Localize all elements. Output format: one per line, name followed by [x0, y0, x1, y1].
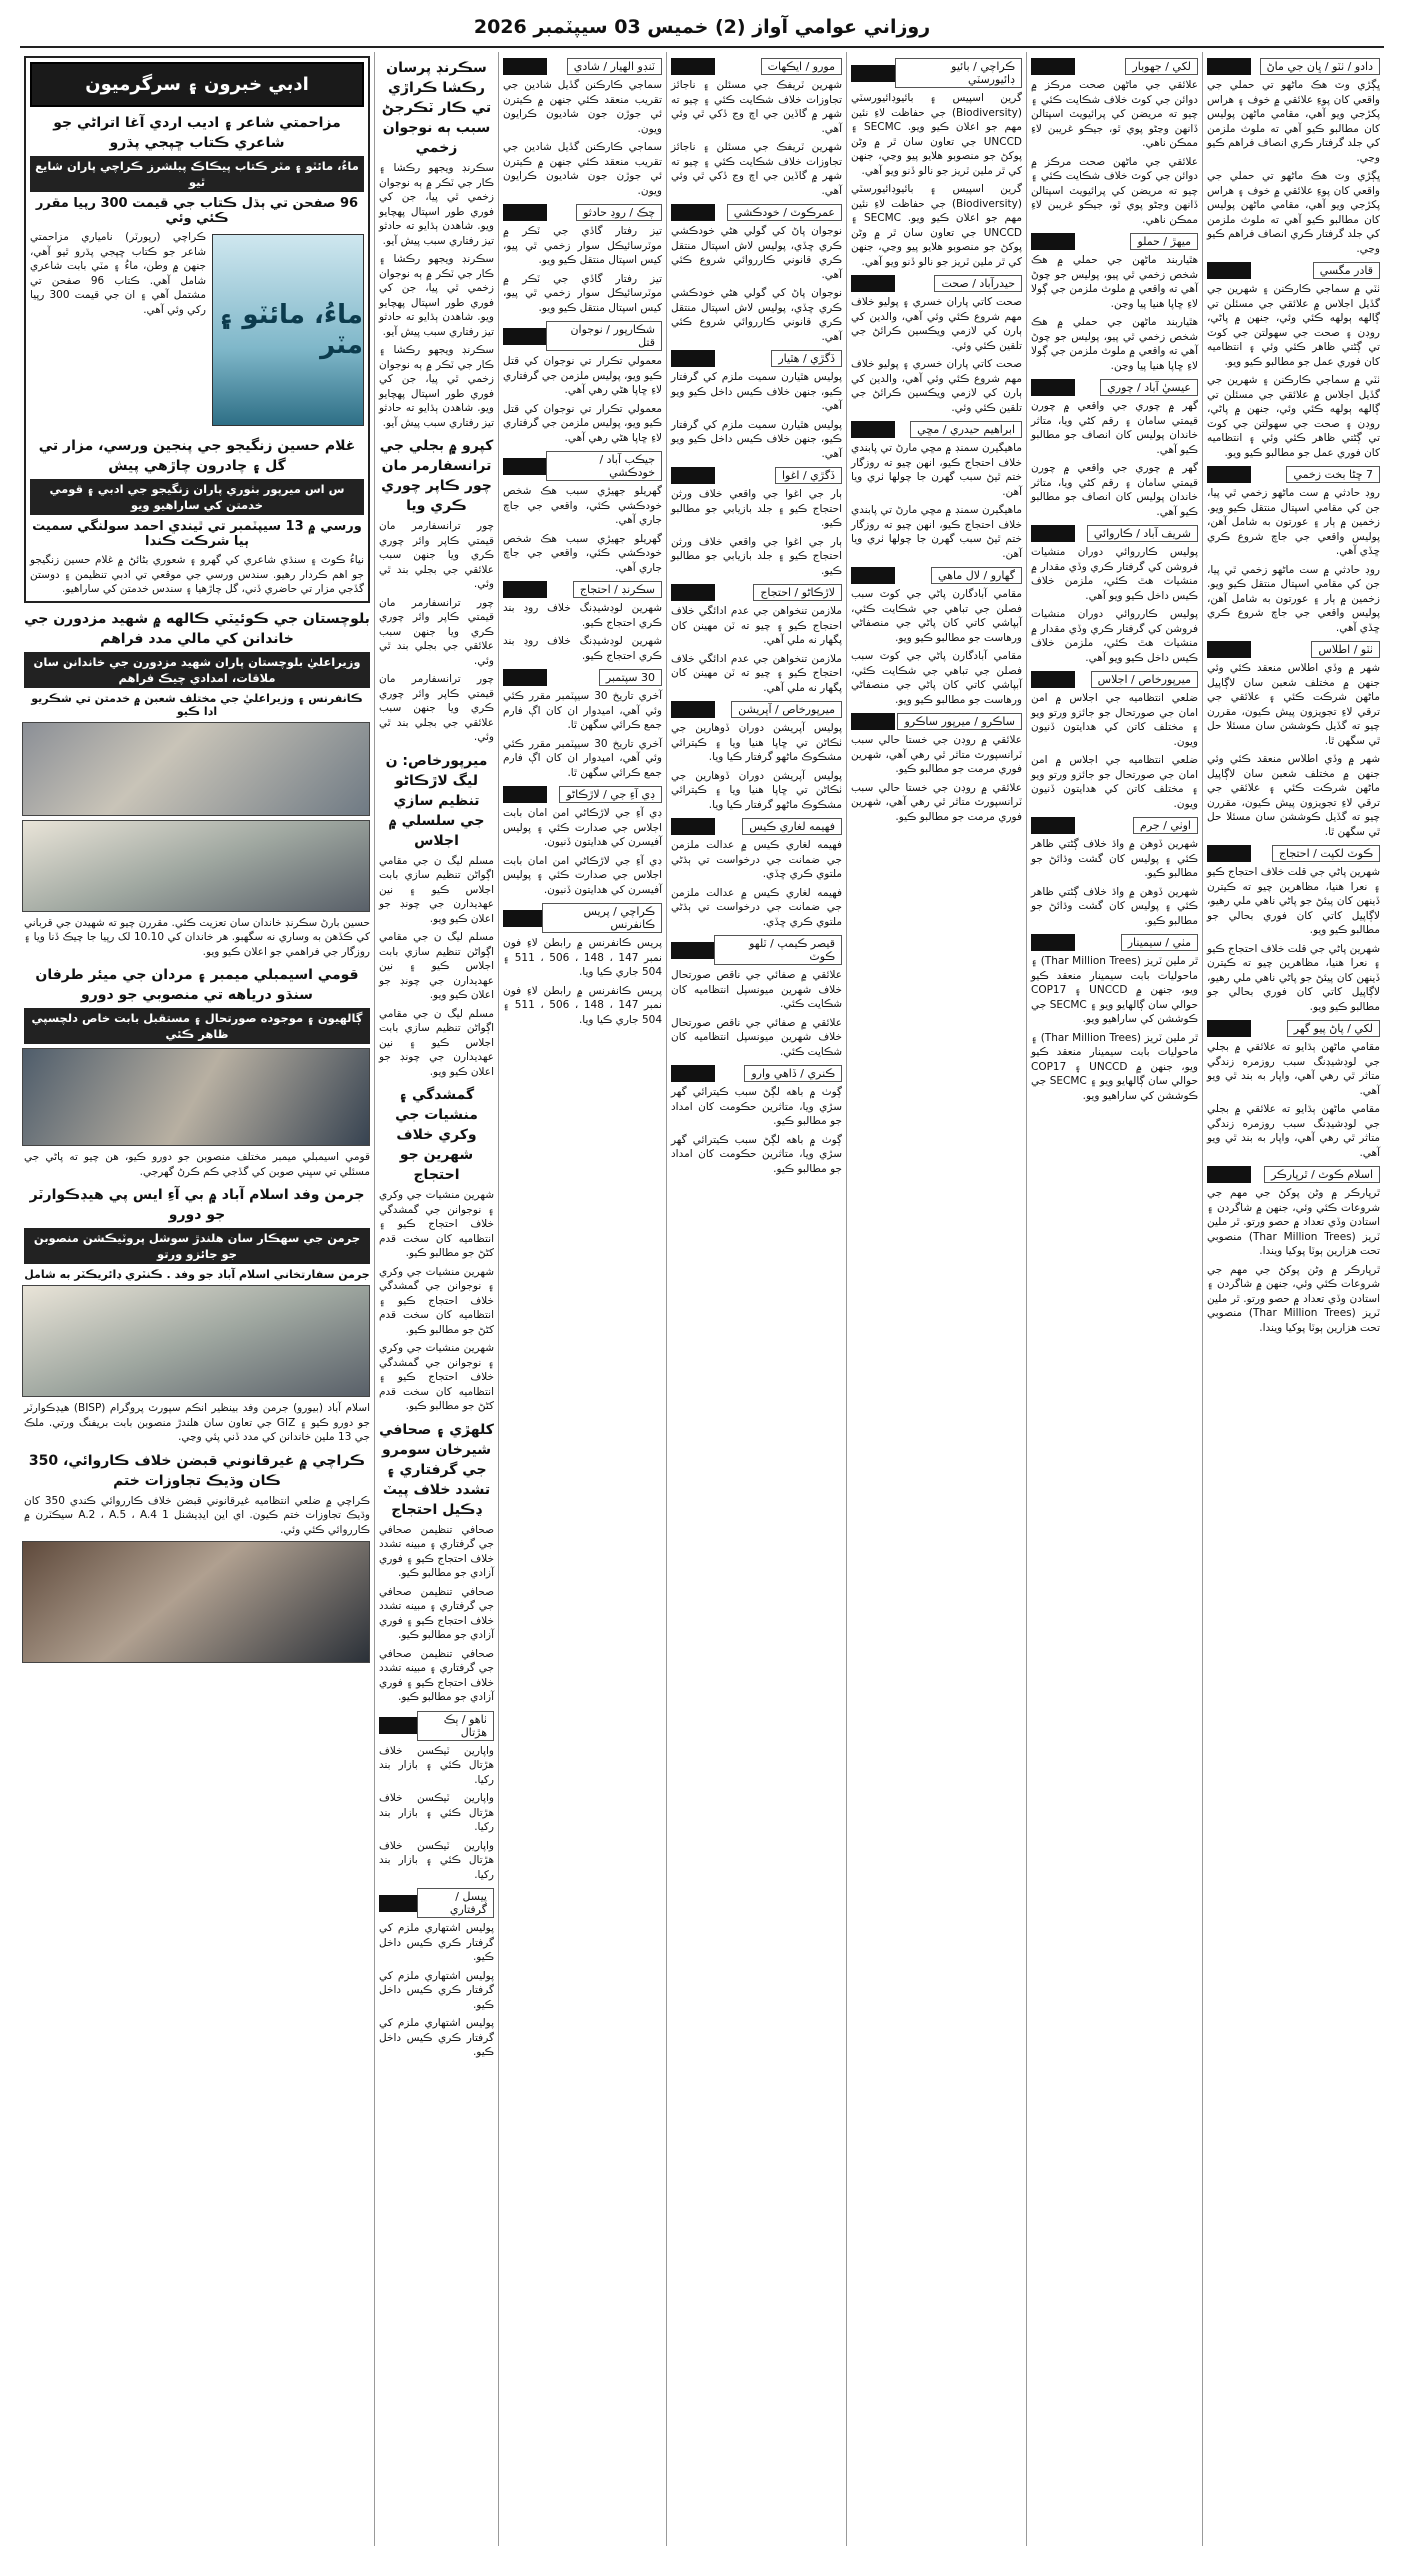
- article-header: [1207, 262, 1380, 279]
- article-dateline: قادر مگسي: [1313, 262, 1380, 279]
- article-header: [851, 567, 1022, 584]
- mna-headline: قومي اسيمبلي ميمبر ۽ مردان جي ميئر طرفان سنڌو درياهه تي منصوبي جو دورو: [35, 967, 359, 1003]
- article-paragraph: تيز رفتار گاڏي جي ٽڪر ۾ موٽرسائيڪل سوار زخمي ٿي پيو، کيس اسپتال منتقل ڪيو ويو.: [503, 225, 662, 266]
- article-dateline: ڊي آءِ جي / لاڙڪاڻو: [559, 786, 662, 803]
- reporter-name-block: [1031, 233, 1075, 250]
- article-header: [1031, 671, 1198, 688]
- article-paragraph: صحافي تنظيمن صحافي جي گرفتاري ۽ مبينه تشدد خلاف احتجاج ڪيو ۽ فوري آزادي جو مطالبو ڪيو.: [379, 1647, 494, 1703]
- column-4: [666, 52, 846, 2546]
- article-paragraph: روڊ حادثي ۾ ست ماڻهو زخمي ٿي پيا، جن کي مقامي اسپتال منتقل ڪيو ويو. زخمين ۾ ٻار ۽ عورتون به شامل آهن، پوليس واقعي جي جاچ شروع ڪري ڇڏي آهي.: [1207, 487, 1380, 557]
- article-paragraph: ڳوٺ ۾ باهه لڳڻ سبب ڪيترائي گهر سڙي ويا، متاثرين حڪومت کان امداد جو مطالبو ڪيو.: [671, 1086, 842, 1127]
- reporter-name-block: [671, 350, 715, 367]
- article-paragraph: گهر ۾ چوري جي واقعي ۾ چورن قيمتي سامان ۽ رقم کڻي ويا، متاثر خاندان پوليس کان انصاف جو مطالبو ڪيو آهي.: [1031, 462, 1198, 518]
- reporter-name-block: [851, 567, 895, 584]
- article-paragraph: شهرين منشيات جي وکري ۽ نوجوانن جي گمشدگي خلاف احتجاج ڪيو ۽ انتظاميه کان سخت قدم کڻڻ جو مطالبو ڪيو.: [379, 1189, 494, 1259]
- article-paragraph: نوجوان پاڻ کي گولي هڻي خودڪشي ڪري ڇڏي، پوليس لاش اسپتال منتقل ڪري قانوني ڪارروائي شروع ڪئي آهي.: [671, 287, 842, 343]
- article-paragraph: پوليس آپريشن دوران ڏوهارين جي ٺڪاڻن تي ڇاپا هنيا ويا ۽ ڪيترائي مشڪوڪ ماڻهو گرفتار ڪيا ويا.: [671, 722, 842, 763]
- article-header: [851, 421, 1022, 438]
- article-dateline: حيدرآباد / صحت: [934, 275, 1022, 292]
- article-paragraph: شهرين پاڻي جي قلت خلاف احتجاج ڪيو ۽ نعرا هنيا، مظاهرين چيو ته ڪيترن ڏينهن کان پيئڻ جو پاڻي ناهي ملي رهيو، لاڳاپيل کاتي کان فوري بحالي جو مطالبو ڪيو ويو.: [1207, 866, 1380, 936]
- article-paragraph: پوليس اشتهاري ملزم کي گرفتار ڪري ڪيس داخل ڪيو.: [379, 1922, 494, 1963]
- anniversary-subhead-2: ورسي ۾ 13 سيپٽمبر تي ٿيندي احمد سولنگي سميت ٻيا شرڪت ڪندا: [32, 519, 362, 549]
- article-paragraph: علائقي ۾ صفائي جي ناقص صورتحال خلاف شهرين ميونسپل انتظاميه کان شڪايت ڪئي.: [671, 969, 842, 1010]
- article-paragraph: نوجوان پاڻ کي گولي هڻي خودڪشي ڪري ڇڏي، پوليس لاش اسپتال منتقل ڪري قانوني ڪارروائي شروع ڪئي آهي.: [671, 225, 842, 281]
- reporter-name-block: [503, 458, 546, 475]
- article-paragraph: ملازمن تنخواهن جي عدم ادائگي خلاف احتجاج ڪيو ۽ چيو ته ٽن مهينن کان پگهار نه ملي آهي.: [671, 652, 842, 694]
- literary-news-box: [24, 56, 370, 603]
- reporter-name-block: [1207, 1166, 1251, 1183]
- article-paragraph: مسلم ليگ ن جي مقامي اڳواڻن تنظيم سازي بابت اجلاس ڪيو ۽ نين عهديدارن جي چونڊ جو اعلان ڪيو ويو.: [379, 854, 494, 925]
- reporter-name-block: [1207, 58, 1251, 75]
- article-paragraph: پوليس ڪارروائي دوران منشيات فروشن کي گرفتار ڪري وڏي مقدار ۾ منشيات هٿ ڪئي، ملزمن خلاف ڪيس داخل ڪيو ويو آهي.: [1031, 546, 1198, 602]
- article-dateline: ڏگڙي / هٿيار: [771, 350, 842, 367]
- article-header: [379, 1888, 494, 1918]
- article-dateline: ٽنڊو الهيار / شادي: [567, 58, 662, 75]
- article-dateline: ڪراچي / پريس ڪانفرنس: [542, 903, 662, 933]
- article-paragraph: سڪرنڊ ويجهو رڪشا ۽ ڪار جي ٽڪر ۾ ٻه نوجوان زخمي ٿي پيا، جن کي فوري طور اسپتال پهچايو ويو. شاهدن ٻڌايو ته حادثو تيز رفتاري سبب پيش آيو.: [379, 344, 494, 429]
- article-paragraph: پريس ڪانفرنس ۾ رابطن لاءِ فون نمبر 147 ، 148 ، 506 ، 511 ۽ 504 جاري ڪيا ويا.: [503, 984, 662, 1026]
- reporter-name-block: [503, 328, 546, 345]
- article-paragraph: ٺٽي ۾ سماجي ڪارڪنن ۽ شهرين جي گڏيل اجلاس ۾ علائقي جي مسئلن تي ڳالهه ٻولهه ڪئي وئي، جنهن ۾ پاڻي، روڊن ۽ صحت جي سهولتن جي کوٽ تي ڳڻتي ظاهر ڪئي وئي ۽ انتظاميه کان فوري عمل جو مطالبو ڪيو ويو.: [1207, 283, 1380, 368]
- balochistan-subhead: وزيراعليٰ بلوچستان پاران شهيد مزدورن جي خاندانن سان ملاقات، امدادي چيڪ فراهم: [24, 652, 370, 688]
- article-dateline: شڪارپور / نوجوان قتل: [546, 321, 662, 351]
- article-paragraph: شهرين ڏوهن ۾ واڌ خلاف ڳڻتي ظاهر ڪئي ۽ پوليس کان گشت وڌائڻ جو مطالبو ڪيو.: [1031, 838, 1198, 879]
- article-paragraph: چور ترانسفارمر مان قيمتي ڪاپر وائر چوري ڪري ويا جنهن سبب علائقي جي بجلي بند ٿي وئي.: [379, 520, 494, 590]
- article-dateline: سڪرنڊ / احتجاج: [573, 581, 662, 598]
- reporter-name-block: [671, 942, 714, 959]
- article-paragraph: معمولي تڪرار تي نوجوان کي قتل ڪيو ويو، پوليس ملزمن جي گرفتاري لاءِ ڇاپا هڻي رهي آهي.: [503, 402, 662, 444]
- article-paragraph: سماجي ڪارڪنن گڏيل شادين جي تقريب منعقد ڪئي جنهن ۾ ڪيترن ئي جوڙن جون شاديون ڪرايون ويون.: [503, 79, 662, 135]
- column-6: [374, 52, 498, 2546]
- article-paragraph: سڪرنڊ ويجهو رڪشا ۽ ڪار جي ٽڪر ۾ ٻه نوجوان زخمي ٿي پيا، جن کي فوري طور اسپتال پهچايو ويو. شاهدن ٻڌايو ته حادثو تيز رفتاري سبب پيش آيو.: [379, 162, 494, 247]
- anniversary-subhead: س اس ميرپور بٺوري پاران زنگيجو جي ادبي ۽ قومي خدمتن کي ساراهيو ويو: [30, 479, 364, 515]
- article-paragraph: صحت کاتي پاران خسري ۽ پوليو خلاف مهم شروع ڪئي وئي آهي، والدين کي ٻارن کي لازمي ويڪسين ڪرائڻ جي تلقين ڪئي وئي.: [851, 358, 1022, 414]
- article-header: [503, 786, 662, 803]
- article-dateline: لکي / جهوبار: [1125, 58, 1198, 75]
- column-3: [846, 52, 1026, 2546]
- article-paragraph: واپارين ٽيڪسن خلاف هڙتال ڪئي ۽ بازار بند رکيا.: [379, 1839, 494, 1881]
- article-paragraph: ٿر ملين ٽريز (Thar Million Trees) ۽ ماحوليات بابت سيمينار منعقد ڪيو ويو، جنهن ۾ UNCCD ۽ COP17 حوالي سان ڳالهايو ويو ۽ SECMC جي ڪوششن کي ساراهيو ويو.: [1031, 1031, 1198, 1102]
- article-paragraph: پوليس اشتهاري ملزم کي گرفتار ڪري ڪيس داخل ڪيو.: [379, 2017, 494, 2058]
- article-header: [1031, 934, 1198, 951]
- article-paragraph: معمولي تڪرار تي نوجوان کي قتل ڪيو ويو، پوليس ملزمن جي گرفتاري لاءِ ڇاپا هڻي رهي آهي.: [503, 355, 662, 396]
- german-delegation-subhead: جرمن جي سهڪار سان هلندڙ سوشل پروٽيڪشن منصوبن جو جائزو ورتو: [24, 1228, 370, 1264]
- article-dateline: عيسيٰ آباد / چوري: [1100, 379, 1198, 396]
- article-paragraph: ملازمن تنخواهن جي عدم ادائگي خلاف احتجاج ڪيو ۽ چيو ته ٽن مهينن کان پگهار نه ملي آهي.: [671, 605, 842, 646]
- article-paragraph: گرين اسپيس ۽ بائيوڊائيورسٽي (Biodiversity) جي حفاظت لاءِ نئين مهم جو اعلان ڪيو ويو. SECMC ۽ UNCCD جي تعاون سان ٿر ۾ وڻن پوکڻ جو منصوبو هلايو پيو وڃي، جنهن کي ٿر ملين ٽريز جو نالو ڏنو ويو آهي.: [851, 183, 1022, 268]
- karachi-encroachment-headline: ڪراچي ۾ غيرقانوني قبضن خلاف ڪاروائي، 350 ڪان وڌيڪ تجاوزات ختم: [28, 1452, 366, 1489]
- article-dateline: 7 ڇڻا بخت زخمي: [1286, 466, 1380, 483]
- article-paragraph: پوليس آپريشن دوران ڏوهارين جي ٺڪاڻن تي ڇاپا هنيا ويا ۽ ڪيترائي مشڪوڪ ماڻهو گرفتار ڪيا ويا.: [671, 769, 842, 811]
- article-dateline: دادو / ٺٽو / ڀان جي ماڻ: [1260, 58, 1380, 75]
- article-header: [851, 58, 1022, 88]
- article-paragraph: ٿرپارڪر ۾ وڻن پوکڻ جي مهم جي شروعات ڪئي وئي، جنهن ۾ شاگردن ۽ استادن وڏي تعداد ۾ حصو ورتو. ٿر ملين ٽريز (Thar Million Trees) منصوبي تحت هزارين ٻوٽا پوکيا ويندا.: [1207, 1263, 1380, 1334]
- article-paragraph: ڊي آءِ جي لاڙڪاڻي امن امان بابت اجلاس جي صدارت ڪئي ۽ پوليس آفيسرن کي هدايتون ڏنيون.: [503, 807, 662, 848]
- reporter-name-block: [851, 713, 895, 730]
- article-dateline: پيسل / گرفتاري: [417, 1888, 494, 1918]
- article-paragraph: هٿياربند ماڻهن جي حملي ۾ هڪ شخص زخمي ٿي پيو، پوليس جو چوڻ آهي ته واقعي ۾ ملوث ملزمن جي ڳولا لاءِ ڇاپا هنيا پيا وڃن.: [1031, 254, 1198, 310]
- german-delegation-subhead-2: جرمن سفارتخاني اسلام آباد جو وفد . ڪنٽري ڊائريڪٽر به شامل: [24, 1268, 370, 1281]
- article-header: [1031, 525, 1198, 542]
- article-paragraph: چور ترانسفارمر مان قيمتي ڪاپر وائر چوري ڪري ويا جنهن سبب علائقي جي بجلي بند ٿي وئي.: [379, 596, 494, 667]
- article-dateline: لاڙڪاڻو / احتجاج: [753, 584, 842, 601]
- article-paragraph: ٻار جي اغوا جي واقعي خلاف ورثن احتجاج ڪيو ۽ جلد بازيابي جو مطالبو ڪيو.: [671, 488, 842, 529]
- article-paragraph: ماهيگيرن سمنڊ ۾ مڇي مارڻ تي پابندي خلاف احتجاج ڪيو، انهن چيو ته روزگار ختم ٿيڻ سبب گهرن جا چولها ٺري ويا آهن.: [851, 442, 1022, 498]
- reporter-name-block: [671, 584, 715, 601]
- article-header: [671, 58, 842, 75]
- article-dateline: مٺي / سيمينار: [1121, 934, 1198, 951]
- article-header: [503, 204, 662, 221]
- column-2: [1026, 52, 1202, 2546]
- article-paragraph: مسلم ليگ ن جي مقامي اڳواڻن تنظيم سازي بابت اجلاس ڪيو ۽ نين عهديدارن جي چونڊ جو اعلان ڪيو ويو.: [379, 931, 494, 1001]
- article-paragraph: ڳوٺ ۾ باهه لڳڻ سبب ڪيترائي گهر سڙي ويا، متاثرين حڪومت کان امداد جو مطالبو ڪيو.: [671, 1133, 842, 1175]
- article-header: [503, 321, 662, 351]
- article-header: [1031, 379, 1198, 396]
- article-paragraph: ماهيگيرن سمنڊ ۾ مڇي مارڻ تي پابندي خلاف احتجاج ڪيو، انهن چيو ته روزگار ختم ٿيڻ سبب گهرن جا چولها ٺري ويا آهن.: [851, 504, 1022, 560]
- masthead: روزاني عوامي آواز (2) خميس 03 سيپٽمبر 2026: [20, 16, 1384, 48]
- article-paragraph: ڀڳڙي وٽ هڪ ماڻهو تي حملي جي واقعي کان پوءِ علائقي ۾ خوف ۽ هراس پکڙجي ويو آهي، مقامي ماڻهن پوليس کان مطالبو ڪيو آهي ته ملوث ملزمن کي جلد گرفتار ڪري انصاف فراهم ڪيو وڃي.: [1207, 170, 1380, 255]
- book-cover-image: [212, 234, 364, 426]
- article-paragraph: صحافي تنظيمن صحافي جي گرفتاري ۽ مبينه تشدد خلاف احتجاج ڪيو ۽ فوري آزادي جو مطالبو ڪيو.: [379, 1585, 494, 1641]
- article-dateline: ميرپورخاص / اجلاس: [1091, 671, 1198, 688]
- article-paragraph: علائقي ۾ روڊن جي خستا حالي سبب ٽرانسپورٽ متاثر ٿي رهي آهي، شهرين فوري مرمت جو مطالبو ڪيو.: [851, 734, 1022, 775]
- article-header: [671, 350, 842, 367]
- article-paragraph: ڀڳڙي وٽ هڪ ماڻهو تي حملي جي واقعي کان پوءِ علائقي ۾ خوف ۽ هراس پکڙجي ويو آهي، مقامي ماڻهن پوليس کان مطالبو ڪيو آهي ته ملوث ملزمن کي جلد گرفتار ڪري انصاف فراهم ڪيو وڃي.: [1207, 79, 1380, 164]
- article-paragraph: واپارين ٽيڪسن خلاف هڙتال ڪئي ۽ بازار بند رکيا.: [379, 1744, 494, 1786]
- column-1: [1202, 52, 1384, 2546]
- column-5: [498, 52, 666, 2546]
- reporter-name-block: [379, 1895, 417, 1912]
- reporter-name-block: [1207, 641, 1251, 658]
- article-paragraph: آخري تاريخ 30 سيپٽمبر مقرر ڪئي وئي آهي، اميدوار ان کان اڳ فارم جمع ڪرائي سگهن ٿا.: [503, 737, 662, 779]
- article-headline: گمشدگي ۽ منشيات جي وکري خلاف شهرين جو احتجاج: [395, 1087, 478, 1183]
- article-dateline: قيصر ڪيمپ / ٽلهو ڪوٽ: [714, 935, 842, 965]
- reporter-name-block: [1207, 262, 1251, 279]
- article-header: [503, 669, 662, 686]
- article-dateline: ڪنري / ڏاهي وارو: [744, 1065, 842, 1082]
- balochistan-headline: بلوچستان جي ڪوئيٽي ڪالهه ۾ شهيد مزدورن جي خاندانن کي مالي مدد فراهم: [24, 610, 370, 647]
- article-headline: ميرپورخاص: ن ليگ لاڙڪاڻو تنظيم سازي جي سلسلي ۾ اجلاس: [385, 752, 488, 849]
- book-price: 96 صفحن تي ٻڌل ڪتاب جي قيمت 300 رپيا مقرر ڪئي وئي: [35, 196, 359, 226]
- article-paragraph: مقامي ماڻهن ٻڌايو ته علائقي ۾ بجلي جي لوڊشيڊنگ سبب روزمره زندگي متاثر ٿي رهي آهي، واپار به بند ٿي ويو آهي.: [1207, 1103, 1380, 1159]
- article-paragraph: صحت کاتي پاران خسري ۽ پوليو خلاف مهم شروع ڪئي وئي آهي، والدين کي ٻارن کي لازمي ويڪسين ڪرائڻ جي تلقين ڪئي وئي.: [851, 296, 1022, 352]
- article-header: [1207, 1166, 1380, 1183]
- article-paragraph: شهرين ٽريفڪ جي مسئلن ۽ ناجائز تجاوزات خلاف شڪايت ڪئي ۽ چيو ته شهر ۾ گاڏين جي اچ وڃ ڏکي ٿي وئي آهي.: [671, 141, 842, 197]
- reporter-name-block: [1031, 817, 1075, 834]
- reporter-name-block: [503, 786, 547, 803]
- article-paragraph: سڪرنڊ ويجهو رڪشا ۽ ڪار جي ٽڪر ۾ ٻه نوجوان زخمي ٿي پيا، جن کي فوري طور اسپتال پهچايو ويو. شاهدن ٻڌايو ته حادثو تيز رفتاري سبب پيش آيو.: [379, 253, 494, 338]
- book-article-text: ڪراچي (رپورٽر) نامياري مزاحمتي شاعر جو ڪتاب ڇپجي پڌرو ٿيو آهي، جنهن ۾ وطن، ماءُ ۽ مٽي بابت شاعري شامل آهي. ڪتاب 96 صفحن تي مشتمل آهي ۽ ان جي قيمت 300 رپيا رکي وئي آهي.: [30, 231, 206, 316]
- article-dateline: چڪ / روڊ حادثو: [576, 204, 662, 221]
- article-paragraph: واپارين ٽيڪسن خلاف هڙتال ڪئي ۽ بازار بند رکيا.: [379, 1792, 494, 1833]
- article-header: [851, 713, 1022, 730]
- article-paragraph: مقامي آبادگارن پاڻي جي کوٽ سبب فصلن جي تباهي جي شڪايت ڪئي، آبپاشي کاتي کان پاڻي جي منصفاڻي ورهاست جو مطالبو ڪيو ويو.: [851, 588, 1022, 644]
- reporter-name-block: [671, 58, 715, 75]
- article-paragraph: تيز رفتار گاڏي جي ٽڪر ۾ موٽرسائيڪل سوار زخمي ٿي پيو، کيس اسپتال منتقل ڪيو ويو.: [503, 272, 662, 314]
- article-paragraph: پوليس هٿيارن سميت ملزم کي گرفتار ڪيو، جنهن خلاف ڪيس داخل ڪيو ويو آهي.: [671, 371, 842, 412]
- column-feature: [20, 52, 374, 2546]
- article-header: [1207, 845, 1380, 862]
- article-paragraph: پوليس ڪارروائي دوران منشيات فروشن کي گرفتار ڪري وڏي مقدار ۾ منشيات هٿ ڪئي، ملزمن خلاف ڪيس داخل ڪيو ويو آهي.: [1031, 608, 1198, 664]
- reporter-name-block: [1031, 525, 1075, 542]
- reporter-name-block: [1031, 379, 1075, 396]
- article-dateline: ڏگڙي / اغوا: [775, 467, 842, 484]
- article-paragraph: سماجي ڪارڪنن گڏيل شادين جي تقريب منعقد ڪئي جنهن ۾ ڪيترن ئي جوڙن جون شاديون ڪرايون ويون.: [503, 141, 662, 197]
- article-paragraph: شهر ۾ وڏي اطلاس منعقد ڪئي وئي جنهن ۾ مختلف شعبن سان لاڳاپيل ماڻهن شرڪت ڪئي ۽ علائقي جي ترقي لاءِ تجويزون پيش ڪيون، مقررن چيو ته گڏيل ڪوششن سان مسئلا حل ٿي سگهن ٿا.: [1207, 662, 1380, 747]
- literary-banner: ادبي خبرون ۽ سرگرميون: [30, 62, 364, 107]
- article-paragraph: علائقي ۾ صفائي جي ناقص صورتحال خلاف شهرين ميونسپل انتظاميه کان شڪايت ڪئي.: [671, 1016, 842, 1058]
- article-paragraph: شهرين منشيات جي وکري ۽ نوجوانن جي گمشدگي خلاف احتجاج ڪيو ۽ انتظاميه کان سخت قدم کڻڻ جو مطالبو ڪيو.: [379, 1342, 494, 1412]
- balochistan-subhead-2: ڪانفرنس ۽ وزيراعليٰ جي مختلف شعبن ۾ خدمتن تي شڪريو ادا ڪيو: [31, 691, 363, 718]
- article-header: [671, 935, 842, 965]
- anniversary-headline: غلام حسين زنگيجو جي پنجين ورسي، مزار تي گل ۽ چادرون چاڙهي پيش: [38, 438, 356, 474]
- article-headline: سڪرنڊ پرسان رڪشا ڪراڙي تي ڪار ٽڪرجڻ سبب ٻه نوجوان زخمي: [381, 60, 492, 156]
- article-paragraph: گهريلو جهيڙي سبب هڪ شخص خودڪشي ڪئي، واقعي جي جاچ جاري آهي.: [503, 532, 662, 574]
- article-paragraph: پوليس اشتهاري ملزم کي گرفتار ڪري ڪيس داخل ڪيو.: [379, 1969, 494, 2011]
- article-paragraph: گرين اسپيس ۽ بائيوڊائيورسٽي (Biodiversity) جي حفاظت لاءِ نئين مهم جو اعلان ڪيو ويو. SECMC ۽ UNCCD جي تعاون سان ٿر ۾ وڻن پوکڻ جو منصوبو هلايو پيو وڃي، جنهن کي ٿر ملين ٽريز جو نالو ڏنو ويو آهي.: [851, 92, 1022, 177]
- article-paragraph: ٿر ملين ٽريز (Thar Million Trees) ۽ ماحوليات بابت سيمينار منعقد ڪيو ويو، جنهن ۾ UNCCD ۽ COP17 حوالي سان ڳالهايو ويو ۽ SECMC جي ڪوششن کي ساراهيو ويو.: [1031, 955, 1198, 1025]
- article-dateline: اوٺي / جرم: [1133, 817, 1198, 834]
- karachi-encroachment-photo: [22, 1541, 370, 1663]
- article-dateline: 30 سپتمبر: [599, 669, 662, 686]
- german-delegation-photo: [22, 1285, 370, 1397]
- article-paragraph: ٿرپارڪر ۾ وڻن پوکڻ جي مهم جي شروعات ڪئي وئي، جنهن ۾ شاگردن ۽ استادن وڏي تعداد ۾ حصو ورتو. ٿر ملين ٽريز (Thar Million Trees) منصوبي تحت هزارين ٻوٽا پوکيا ويندا.: [1207, 1187, 1380, 1257]
- reporter-name-block: [671, 204, 715, 221]
- article-header: [671, 584, 842, 601]
- article-paragraph: شهرين ٽريفڪ جي مسئلن ۽ ناجائز تجاوزات خلاف شڪايت ڪئي ۽ چيو ته شهر ۾ گاڏين جي اچ وڃ ڏکي ٿي وئي آهي.: [671, 79, 842, 135]
- article-header: [851, 275, 1022, 292]
- balochistan-text: حسين بارڻ سڪرنڊ خاندان سان تعزيت ڪئي. مقررن چيو ته شهيدن جي قرباني کي ڪڏهن به وساري نه سگهبو. هر خاندان کي 10.10 لک رپيا جا چيڪ ڏنا ويا ۽ روزگار جي فراهمي جو اعلان ڪيو ويو.: [24, 916, 370, 958]
- newspaper-page: [20, 52, 1384, 2546]
- article-header: [671, 701, 842, 718]
- reporter-name-block: [851, 275, 895, 292]
- mna-photo: [22, 1048, 370, 1146]
- article-paragraph: هٿياربند ماڻهن جي حملي ۾ هڪ شخص زخمي ٿي پيو، پوليس جو چوڻ آهي ته واقعي ۾ ملوث ملزمن جي ڳولا لاءِ ڇاپا هنيا پيا وڃن.: [1031, 316, 1198, 372]
- article-paragraph: پريس ڪانفرنس ۾ رابطن لاءِ فون نمبر 147 ، 148 ، 506 ، 511 ۽ 504 جاري ڪيا ويا.: [503, 937, 662, 978]
- article-paragraph: علائقي جي ماڻهن صحت مرڪز ۾ دوائن جي کوٽ خلاف شڪايت ڪئي ۽ چيو ته مريضن کي پرائيويٽ اسپتالن ڏانهن وڃڻو پوي ٿو، جيڪو غريبن لاءِ ممڪن ناهي.: [1031, 155, 1198, 226]
- article-paragraph: روڊ حادثي ۾ ست ماڻهو زخمي ٿي پيا، جن کي مقامي اسپتال منتقل ڪيو ويو. زخمين ۾ ٻار ۽ عورتون به شامل آهن، پوليس واقعي جي جاچ شروع ڪري ڇڏي آهي.: [1207, 563, 1380, 634]
- reporter-name-block: [503, 581, 547, 598]
- article-header: [1207, 466, 1380, 483]
- anniversary-text: نياءُ ڪوٽ ۽ سنڌي شاعري کي گهرو ۽ شعوري بڻائڻ ۾ غلام حسين زنگيجو جو اهم ڪردار رهيو. سندس ورسي جي موقعي تي ادبي تنظيمن ۽ دوستن گڏجي مزار تي حاضري ڏني، گل چاڙهيا ۽ سندس خدمتن کي ساراهيو.: [30, 554, 364, 595]
- article-header: [503, 58, 662, 75]
- article-header: [671, 818, 842, 835]
- article-header: [1207, 1020, 1380, 1037]
- article-paragraph: صحافي تنظيمن صحافي جي گرفتاري ۽ مبينه تشدد خلاف احتجاج ڪيو ۽ فوري آزادي جو مطالبو ڪيو.: [379, 1523, 494, 1579]
- article-dateline: ٺٽو / اطلاس: [1311, 641, 1380, 658]
- article-header: [503, 581, 662, 598]
- reporter-name-block: [671, 701, 715, 718]
- reporter-name-block: [1207, 1020, 1251, 1037]
- article-paragraph: علائقي جي ماڻهن صحت مرڪز ۾ دوائن جي کوٽ خلاف شڪايت ڪئي ۽ چيو ته مريضن کي پرائيويٽ اسپتالن ڏانهن وڃڻو پوي ٿو، جيڪو غريبن لاءِ ممڪن ناهي.: [1031, 79, 1198, 149]
- article-headline: کپرو ۾ بجلي جي ترانسفارمر مان چور ڪاپر چوري ڪري ويا: [379, 438, 494, 514]
- article-header: [1031, 58, 1198, 75]
- reporter-name-block: [671, 818, 715, 835]
- article-paragraph: شهرين ڏوهن ۾ واڌ خلاف ڳڻتي ظاهر ڪئي ۽ پوليس کان گشت وڌائڻ جو مطالبو ڪيو.: [1031, 885, 1198, 927]
- article-paragraph: ضلعي انتظاميه جي اجلاس ۾ امن امان جي صورتحال جو جائزو ورتو ويو ۽ مختلف کاتن کي هدايتون ڏنيون ويون.: [1031, 754, 1198, 810]
- article-header: [1207, 58, 1380, 75]
- article-dateline: ساڪرو / ميرپور ساڪرو: [897, 713, 1022, 730]
- karachi-encroachment-text: ڪراچي ۾ ضلعي انتظاميه غيرقانوني قبضن خلاف ڪارروائي ڪندي 350 کان وڌيڪ تجاوزات ختم ڪيون. اي اين ايڊيشنل 1 A.2 ، A.5 ، A.4 سيڪٽرن ۾ ڪارروائي ڪئي وئي.: [24, 1494, 370, 1536]
- article-header: [1031, 817, 1198, 834]
- reporter-name-block: [1031, 934, 1075, 951]
- article-header: [503, 451, 662, 481]
- book-headline: مزاحمتي شاعر ۽ اديب اردي آغا اتراڻي جو شاعري ڪتاب ڇپجي پڌرو: [53, 115, 341, 151]
- article-dateline: لکي / پاڻ پيو گهر: [1287, 1020, 1380, 1037]
- article-paragraph: آخري تاريخ 30 سيپٽمبر مقرر ڪئي وئي آهي، اميدوار ان کان اڳ فارم جمع ڪرائي سگهن ٿا.: [503, 690, 662, 731]
- reporter-name-block: [503, 910, 542, 927]
- article-dateline: ڪراچي / بائيو ڊائيورسٽي: [895, 58, 1022, 88]
- article-paragraph: ضلعي انتظاميه جي اجلاس ۾ امن امان جي صورتحال جو جائزو ورتو ويو ۽ مختلف کاتن کي هدايتون ڏنيون ويون.: [1031, 692, 1198, 748]
- book-cover-title: ماءُ، مائٽو ۽ مٽر: [218, 300, 363, 360]
- article-header: [671, 1065, 842, 1082]
- reporter-name-block: [379, 1717, 417, 1734]
- reporter-name-block: [671, 467, 715, 484]
- reporter-name-block: [503, 204, 547, 221]
- article-header: [1031, 233, 1198, 250]
- reporter-name-block: [1031, 671, 1075, 688]
- reporter-name-block: [503, 58, 547, 75]
- article-dateline: ڪوٽ لکپت / احتجاج: [1272, 845, 1380, 862]
- article-header: [503, 903, 662, 933]
- article-dateline: جيڪب آباد / خودڪشي: [546, 451, 662, 481]
- article-paragraph: ٺٽي ۾ سماجي ڪارڪنن ۽ شهرين جي گڏيل اجلاس ۾ علائقي جي مسئلن تي ڳالهه ٻولهه ڪئي وئي، جنهن ۾ پاڻي، روڊن ۽ صحت جي سهولتن جي کوٽ تي ڳڻتي ظاهر ڪئي وئي ۽ انتظاميه کان فوري عمل جو مطالبو ڪيو ويو.: [1207, 374, 1380, 459]
- article-dateline: ميهڙ / حملو: [1130, 233, 1198, 250]
- article-header: [379, 1711, 494, 1741]
- reporter-name-block: [1207, 845, 1251, 862]
- article-paragraph: فهيمه لغاري ڪيس ۾ عدالت ملزمن جي ضمانت جي درخواست تي ٻڌڻي ملتوي ڪري ڇڏي.: [671, 886, 842, 928]
- balochistan-photo-2: [22, 820, 370, 912]
- balochistan-photo-1: [22, 722, 370, 816]
- article-paragraph: گهر ۾ چوري جي واقعي ۾ چورن قيمتي سامان ۽ رقم کڻي ويا، متاثر خاندان پوليس کان انصاف جو مطالبو ڪيو آهي.: [1031, 400, 1198, 456]
- article-paragraph: شهرين لوڊشيڊنگ خلاف روڊ بند ڪري احتجاج ڪيو.: [503, 635, 662, 662]
- article-dateline: مورو / ايڪهات: [761, 58, 842, 75]
- reporter-name-block: [1031, 58, 1075, 75]
- reporter-name-block: [671, 1065, 715, 1082]
- german-delegation-text: اسلام آباد (بيورو) جرمن وفد بينظير انڪم سپورٽ پروگرام (BISP) هيڊڪوارٽر جو دورو ڪيو ۽ GIZ جي تعاون سان هلندڙ منصوبن بابت بريفنگ ورتي. ملڪ جي 13 ملين خاندانن کي مدد ڏني پئي وڃي.: [24, 1402, 371, 1443]
- article-paragraph: ٻار جي اغوا جي واقعي خلاف ورثن احتجاج ڪيو ۽ جلد بازيابي جو مطالبو ڪيو.: [671, 535, 842, 577]
- article-paragraph: مسلم ليگ ن جي مقامي اڳواڻن تنظيم سازي بابت اجلاس ڪيو ۽ نين عهديدارن جي چونڊ جو اعلان ڪيو ويو.: [379, 1007, 494, 1078]
- reporter-name-block: [1207, 466, 1251, 483]
- article-paragraph: فهيمه لغاري ڪيس ۾ عدالت ملزمن جي ضمانت جي درخواست تي ٻڌڻي ملتوي ڪري ڇڏي.: [671, 839, 842, 880]
- mna-subhead: ڳالهيون ۽ موجوده صورتحال ۽ مستقبل بابت خاص دلچسپي ظاهر ڪئي: [24, 1008, 370, 1044]
- article-header: [1207, 641, 1380, 658]
- article-header: [671, 204, 842, 221]
- article-dateline: ابراهيم حيدري / مڇي: [910, 421, 1022, 438]
- reporter-name-block: [503, 669, 547, 686]
- article-paragraph: علائقي ۾ روڊن جي خستا حالي سبب ٽرانسپورٽ متاثر ٿي رهي آهي، شهرين فوري مرمت جو مطالبو ڪيو.: [851, 781, 1022, 823]
- article-dateline: اسلام ڪوٽ / ٿرپارڪر: [1264, 1166, 1380, 1183]
- article-dateline: شريف آباد / ڪاروائي: [1087, 525, 1198, 542]
- article-dateline: ميرپورخاص / آپريشن: [731, 701, 842, 718]
- reporter-name-block: [851, 421, 895, 438]
- book-quote: ماءُ، مائٽو ۽ مٽر ڪتاب پيڪاڪ پبلشرز ڪراچي پاران شايع ٿيو: [30, 156, 364, 192]
- german-delegation-headline: جرمن وفد اسلام آباد ۾ بي آءِ ايس پي هيڊڪوارٽر جو دورو: [29, 1187, 365, 1223]
- article-dateline: ٺاهو / ٻڪ هڙتال: [417, 1711, 494, 1741]
- article-paragraph: مقامي آبادگارن پاڻي جي کوٽ سبب فصلن جي تباهي جي شڪايت ڪئي، آبپاشي کاتي کان پاڻي جي منصفاڻي ورهاست جو مطالبو ڪيو ويو.: [851, 650, 1022, 706]
- article-header: [671, 467, 842, 484]
- article-paragraph: پوليس هٿيارن سميت ملزم کي گرفتار ڪيو، جنهن خلاف ڪيس داخل ڪيو ويو آهي.: [671, 418, 842, 460]
- article-paragraph: گهريلو جهيڙي سبب هڪ شخص خودڪشي ڪئي، واقعي جي جاچ جاري آهي.: [503, 485, 662, 526]
- article-dateline: عمرڪوٽ / خودڪشي: [727, 204, 842, 221]
- article-paragraph: شهرين منشيات جي وکري ۽ نوجوانن جي گمشدگي خلاف احتجاج ڪيو ۽ انتظاميه کان سخت قدم کڻڻ جو مطالبو ڪيو.: [379, 1265, 494, 1336]
- article-paragraph: مقامي ماڻهن ٻڌايو ته علائقي ۾ بجلي جي لوڊشيڊنگ سبب روزمره زندگي متاثر ٿي رهي آهي، واپار به بند ٿي ويو آهي.: [1207, 1041, 1380, 1097]
- reporter-name-block: [851, 65, 895, 82]
- article-dateline: گهارو / لال ماهي: [931, 567, 1022, 584]
- article-paragraph: شهرين لوڊشيڊنگ خلاف روڊ بند ڪري احتجاج ڪيو.: [503, 602, 662, 629]
- article-paragraph: شهرين پاڻي جي قلت خلاف احتجاج ڪيو ۽ نعرا هنيا، مظاهرين چيو ته ڪيترن ڏينهن کان پيئڻ جو پاڻي ناهي ملي رهيو، لاڳاپيل کاتي کان فوري بحالي جو مطالبو ڪيو ويو.: [1207, 942, 1380, 1013]
- article-headline: کلهڙي ۽ صحافي شيرخان سومرو جي گرفتاري ۽ تشدد خلاف پيٽ ڍڪيل احتجاج: [379, 1421, 494, 1518]
- article-dateline: فهيمه لغاري ڪيس: [742, 818, 842, 835]
- article-paragraph: شهر ۾ وڏي اطلاس منعقد ڪئي وئي جنهن ۾ مختلف شعبن سان لاڳاپيل ماڻهن شرڪت ڪئي ۽ علائقي جي ترقي لاءِ تجويزون پيش ڪيون، مقررن چيو ته گڏيل ڪوششن سان مسئلا حل ٿي سگهن ٿا.: [1207, 753, 1380, 838]
- article-paragraph: ڊي آءِ جي لاڙڪاڻي امن امان بابت اجلاس جي صدارت ڪئي ۽ پوليس آفيسرن کي هدايتون ڏنيون.: [503, 854, 662, 896]
- article-paragraph: چور ترانسفارمر مان قيمتي ڪاپر وائر چوري ڪري ويا جنهن سبب علائقي جي بجلي بند ٿي وئي.: [379, 673, 494, 743]
- mna-text: قومي اسيمبلي ميمبر مختلف منصوبن جو دورو ڪيو، هن چيو ته پاڻي جي مسئلي تي سڀني صوبن کي گڏجي ڪم ڪرڻ گهرجي.: [24, 1151, 370, 1178]
